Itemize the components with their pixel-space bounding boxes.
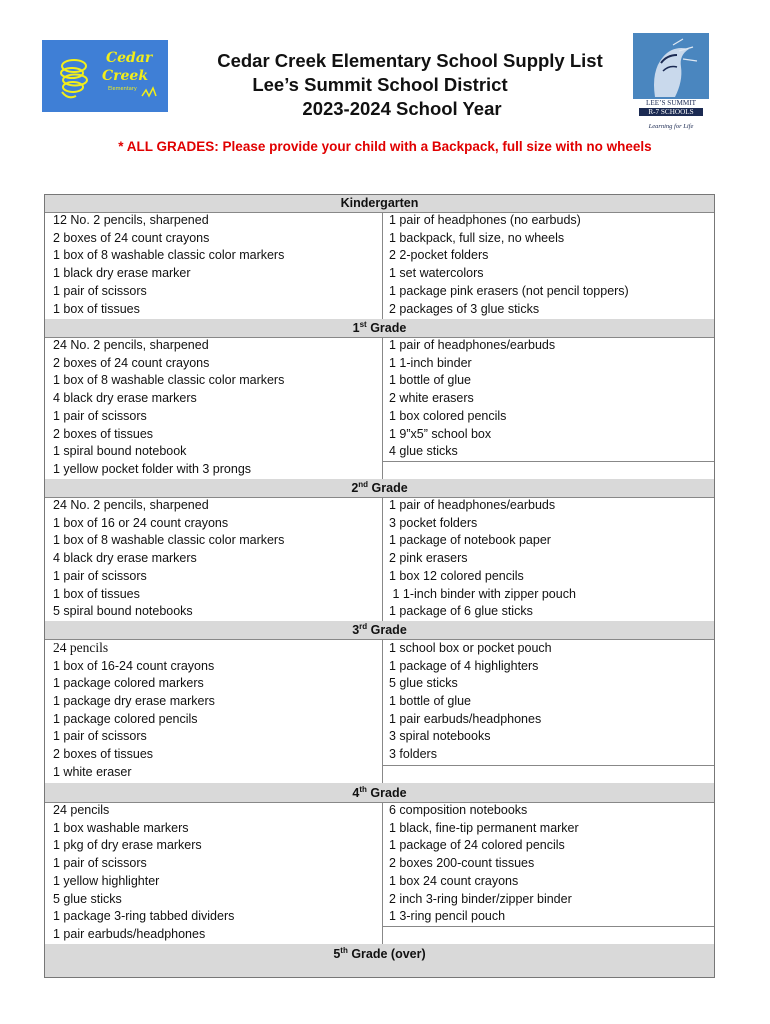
list-item: 1 box of 8 washable classic color markers xyxy=(53,533,285,548)
grade-4-right-list xyxy=(389,802,579,926)
grade-1-left-list xyxy=(53,337,284,479)
list-item: 12 No. 2 pencils, sharpened xyxy=(53,213,209,227)
list-item: 2 packages of 3 glue sticks xyxy=(389,301,540,316)
grade-2-left-list xyxy=(53,497,284,621)
list-item: 5 glue sticks xyxy=(53,891,122,906)
list-item: 1 pkg of dry erase markers xyxy=(53,838,202,853)
list-item: 6 composition notebooks xyxy=(389,803,528,817)
list-item: 1 1-inch binder with zipper pouch xyxy=(389,586,576,601)
list-item: 1 yellow highlighter xyxy=(53,873,160,888)
list-item: 1 pair of scissors xyxy=(53,729,147,744)
list-item: 1 box of 16 or 24 count crayons xyxy=(53,515,229,530)
list-item: 1 box of 8 washable classic color markers xyxy=(53,248,285,263)
page-title: Cedar Creek Elementary School Supply List xyxy=(217,50,603,71)
grade-4-header: 4th Grade xyxy=(45,783,714,802)
list-item: 1 school box or pocket pouch xyxy=(389,641,552,655)
list-item: 1 package of 4 highlighters xyxy=(389,658,539,673)
list-item: 3 folders xyxy=(389,747,437,762)
grade-4-left-list xyxy=(53,802,234,944)
list-item: 4 glue sticks xyxy=(389,444,458,459)
list-item: 2 boxes of tissues xyxy=(53,426,154,441)
grade-3-left-list xyxy=(53,639,215,781)
svg-text:Creek: Creek xyxy=(102,68,149,84)
school-year: 2023-2024 School Year xyxy=(302,98,502,119)
list-item: 1 pair of scissors xyxy=(53,568,147,583)
list-item: 1 pair of scissors xyxy=(53,408,147,423)
list-item: 1 package of notebook paper xyxy=(389,533,551,548)
list-item: 1 package dry erase markers xyxy=(53,693,215,708)
list-item: 1 box of tissues xyxy=(53,586,140,601)
grade-1-right-list xyxy=(389,337,555,461)
lees-summit-logo xyxy=(633,33,709,133)
list-item: 1 pair of headphones/earbuds xyxy=(389,338,556,352)
list-item: 1 pair of scissors xyxy=(53,283,147,298)
list-item: 24 pencils xyxy=(53,640,109,655)
list-item: 1 black dry erase marker xyxy=(53,266,191,281)
list-item: 1 backpack, full size, no wheels xyxy=(389,230,565,245)
list-item: 1 bottle of glue xyxy=(389,373,472,388)
list-item: 5 spiral bound notebooks xyxy=(53,604,193,619)
list-item: 1 pair of headphones (no earbuds) xyxy=(389,213,581,227)
list-item: 2 inch 3-ring binder/zipper binder xyxy=(389,891,572,906)
list-item: 1 1-inch binder xyxy=(389,355,472,370)
list-item: 5 glue sticks xyxy=(389,676,458,691)
list-item: 1 box 24 count crayons xyxy=(389,873,519,888)
list-item: 1 box of 8 washable classic color markers xyxy=(53,373,285,388)
grade-1-header: 1st Grade xyxy=(45,319,714,337)
list-item: 1 package of 24 colored pencils xyxy=(389,838,565,853)
list-item: 2 pink erasers xyxy=(389,551,468,566)
list-item: 1 pair of scissors xyxy=(53,856,147,871)
list-item: 1 3-ring pencil pouch xyxy=(389,909,506,924)
backpack-notice: * ALL GRADES: Please provide your child with a Backpack, full size with no wheels xyxy=(118,139,652,154)
grade-2-header: 2nd Grade xyxy=(45,479,714,497)
list-item: 1 pair of headphones/earbuds xyxy=(389,498,556,512)
list-item: 3 spiral notebooks xyxy=(389,729,491,744)
supply-table xyxy=(44,194,715,978)
list-item: 1 box colored pencils xyxy=(389,408,507,423)
list-item: 1 set watercolors xyxy=(389,266,484,281)
list-item: 3 pocket folders xyxy=(389,515,478,530)
lees-summit-logo-art xyxy=(633,33,709,99)
lees-summit-logo-name: LEE’S SUMMIT R-7 SCHOOLS xyxy=(633,99,709,116)
grade-5-header: 5th Grade (over) xyxy=(45,944,714,977)
list-item: 1 package of 6 glue sticks xyxy=(389,604,533,619)
lees-summit-tagline: Learning for Life xyxy=(648,123,694,130)
kindergarten-header: Kindergarten xyxy=(45,195,714,212)
list-item: 2 2-pocket folders xyxy=(389,248,489,263)
list-item: 1 pair earbuds/headphones xyxy=(53,926,206,941)
grade-2-right-list xyxy=(389,497,576,621)
list-item: 2 boxes of 24 count crayons xyxy=(53,355,210,370)
list-item: 24 No. 2 pencils, sharpened xyxy=(53,338,209,352)
list-item: 2 white erasers xyxy=(389,391,474,406)
svg-text:Cedar: Cedar xyxy=(106,50,153,66)
kindergarten-right-list xyxy=(389,212,629,318)
list-item: 1 pair earbuds/headphones xyxy=(389,711,542,726)
list-item: 1 box of 16-24 count crayons xyxy=(53,658,215,673)
list-item: 1 package colored markers xyxy=(53,676,204,691)
list-item: 1 package 3-ring tabbed dividers xyxy=(53,909,235,924)
list-item: 1 yellow pocket folder with 3 prongs xyxy=(53,461,252,476)
list-item: 1 box washable markers xyxy=(53,820,189,835)
list-item: 1 box of tissues xyxy=(53,301,140,316)
list-item: 1 package pink erasers (not pencil toppers) xyxy=(389,283,629,298)
list-item: 1 package colored pencils xyxy=(53,711,198,726)
grade-3-right-list xyxy=(389,639,552,764)
list-item: 1 box 12 colored pencils xyxy=(389,568,524,583)
list-item: 1 9”x5” school box xyxy=(389,426,492,441)
kindergarten-left-list xyxy=(53,212,284,318)
grade-3-header: 3rd Grade xyxy=(45,621,714,639)
list-item: 24 No. 2 pencils, sharpened xyxy=(53,498,209,512)
list-item: 24 pencils xyxy=(53,803,110,817)
list-item: 1 black, fine-tip permanent marker xyxy=(389,820,579,835)
list-item: 1 spiral bound notebook xyxy=(53,444,187,459)
list-item: 2 boxes of tissues xyxy=(53,747,154,762)
district-name: Lee’s Summit School District xyxy=(252,74,508,95)
list-item: 2 boxes 200-count tissues xyxy=(389,856,535,871)
list-item: 1 white eraser xyxy=(53,764,132,779)
list-item: 2 boxes of 24 count crayons xyxy=(53,230,210,245)
list-item: 4 black dry erase markers xyxy=(53,391,197,406)
list-item: 4 black dry erase markers xyxy=(53,551,197,566)
svg-text:Elementary: Elementary xyxy=(108,86,137,92)
list-item: 1 bottle of glue xyxy=(389,693,472,708)
